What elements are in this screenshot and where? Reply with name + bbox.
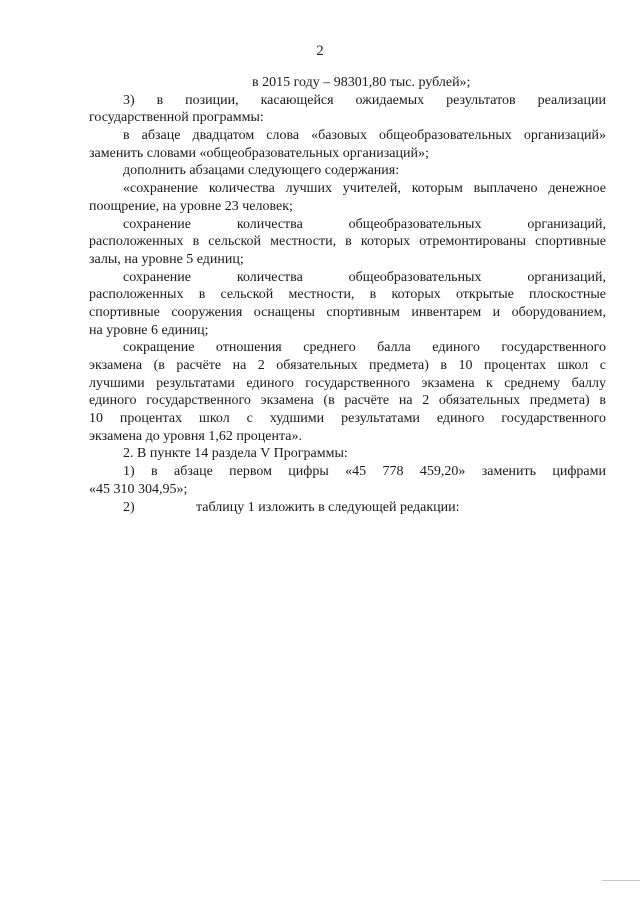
text-line: на уровне 6 единиц; — [89, 322, 209, 338]
text-line: заменить словами «общеобразовательных организаций»; — [89, 145, 429, 161]
list-marker: 2) — [123, 499, 135, 515]
text-line: сокращение отношения среднего балла единого государственного — [123, 340, 606, 356]
text-line: спортивные сооружения оснащены спортивным инвентарем и оборудованием, — [89, 304, 606, 320]
text-line: 3) в позиции, касающейся ожидаемых результатов реализации — [123, 92, 606, 108]
text-line: государственной программы: — [89, 110, 264, 126]
text-line: в абзаце двадцатом слова «базовых общеобразовательных организаций» — [123, 128, 606, 144]
text-line: «45 310 304,95»; — [89, 481, 188, 497]
document-body — [89, 74, 606, 516]
text-line: 10 процентах школ с худшими результатами единого государственного — [89, 411, 606, 427]
text-line: дополнить абзацами следующего содержания: — [123, 163, 400, 179]
text-line: «сохранение количества лучших учителей, которым выплачено денежное — [123, 181, 606, 197]
text-line: 1) в абзаце первом цифры «45 778 459,20» заменить цифрами — [123, 464, 606, 480]
text-line: единого государственного экзамена (в расчёте на 2 обязательных предмета) в — [89, 393, 606, 409]
page-number: 2 — [316, 43, 324, 59]
text-line-numbered — [89, 499, 606, 517]
text-line: экзамена до уровня 1,62 процента». — [89, 428, 303, 444]
text-line: лучшими результатами единого государственного экзамена к среднему баллу — [89, 375, 606, 391]
list-item-text: таблицу 1 изложить в следующей редакции: — [196, 499, 460, 515]
scan-edge-mark — [602, 880, 640, 881]
text-line: расположенных в сельской местности, в которых отремонтированы спортивные — [89, 234, 606, 250]
text-line: в 2015 году – 98301,80 тыс. рублей»; — [252, 75, 471, 90]
text-line: экзамена (в расчёте на 2 обязательных предмета) в 10 процентах школ с — [89, 358, 606, 373]
text-line: сохранение количества общеобразовательных организаций, — [123, 216, 606, 232]
text-line: 2. В пункте 14 раздела V Программы: — [123, 446, 348, 462]
text-line: залы, на уровне 5 единиц; — [89, 251, 244, 267]
text-line: поощрение, на уровне 23 человек; — [89, 198, 293, 214]
text-line: расположенных в сельской местности, в которых открытые плоскостные — [89, 287, 606, 303]
text-line: сохранение количества общеобразовательных организаций, — [123, 269, 606, 285]
